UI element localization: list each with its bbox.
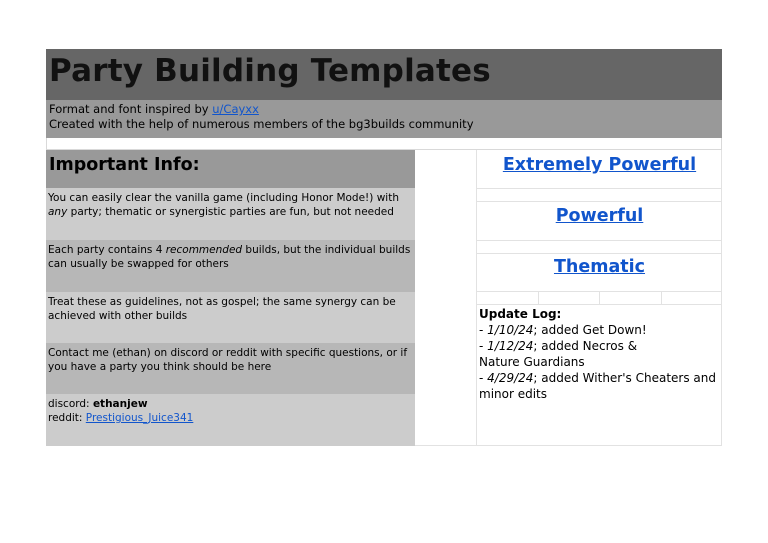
thematic-link[interactable]: Thematic — [553, 257, 646, 277]
page-title: Party Building Templates — [49, 53, 491, 89]
format-credit-text: Format and font inspired by — [49, 102, 213, 116]
update-log — [479, 306, 719, 402]
info-text: party; thematic or synergistic parties are fun, but not needed — [67, 206, 394, 218]
divider — [538, 292, 539, 304]
update-log-heading: Update Log: — [479, 307, 562, 321]
entry-text: ; added Get Down! — [533, 323, 647, 337]
divider — [477, 201, 722, 202]
entry-bullet: - — [479, 339, 488, 353]
info-text: Contact me (ethan) on discord or reddit with specific questions, or if you have a party you think should be here — [48, 347, 408, 373]
divider — [477, 188, 722, 189]
format-credit-line — [49, 102, 719, 117]
info-cell-handles — [46, 394, 415, 446]
info-emphasis: any — [48, 206, 68, 218]
discord-line — [48, 397, 413, 411]
entry-date: 1/10/24 — [487, 323, 534, 337]
entry-date: 4/29/24 — [487, 371, 534, 385]
divider — [477, 304, 722, 305]
credits-banner — [46, 100, 722, 138]
entry-date: 1/12/24 — [487, 339, 534, 353]
info-emphasis: recommended — [165, 244, 243, 256]
update-log-entry — [479, 370, 719, 402]
title-banner — [46, 49, 722, 100]
created-credit-line: Created with the help of numerous members of the bg3builds community — [49, 117, 474, 131]
reddit-user-link[interactable]: Prestigious_Juice341 — [85, 412, 194, 424]
divider — [477, 253, 722, 254]
extremely-powerful-link[interactable]: Extremely Powerful — [502, 155, 697, 175]
entry-text: ; added Necros & Nature Guardians — [479, 339, 638, 369]
entry-bullet: - — [479, 323, 488, 337]
info-cell-builds — [46, 240, 415, 292]
discord-label: discord: — [48, 398, 93, 410]
update-log-entry — [479, 338, 649, 370]
divider — [599, 292, 600, 304]
powerful-link[interactable]: Powerful — [555, 206, 644, 226]
discord-handle: ethanjew — [92, 398, 148, 410]
reddit-line — [48, 411, 413, 425]
spacer-column — [415, 150, 477, 446]
info-text: Each party contains 4 — [48, 244, 166, 256]
tier-links-panel — [477, 150, 722, 446]
divider — [477, 240, 722, 241]
info-text: Treat these as guidelines, not as gospel; the same synergy can be achieved with other builds — [48, 296, 396, 322]
spacer-row — [46, 138, 722, 150]
info-text: You can easily clear the vanilla game (including Honor Mode!) with — [48, 192, 399, 204]
info-cell-vanilla — [46, 188, 415, 240]
info-cell-guidelines — [46, 292, 415, 343]
reddit-label: reddit: — [48, 412, 86, 424]
update-log-entry — [479, 322, 719, 338]
info-text: builds, but the individual builds can usually be swapped for others — [48, 244, 411, 270]
important-info-panel — [46, 150, 415, 446]
important-info-heading: Important Info: — [46, 150, 415, 188]
entry-text: ; added Wither's Cheaters and minor edits — [479, 371, 716, 401]
divider — [661, 292, 662, 304]
entry-bullet: - — [479, 371, 488, 385]
info-cell-contact — [46, 343, 415, 394]
cayxx-user-link[interactable]: u/Cayxx — [212, 102, 259, 116]
